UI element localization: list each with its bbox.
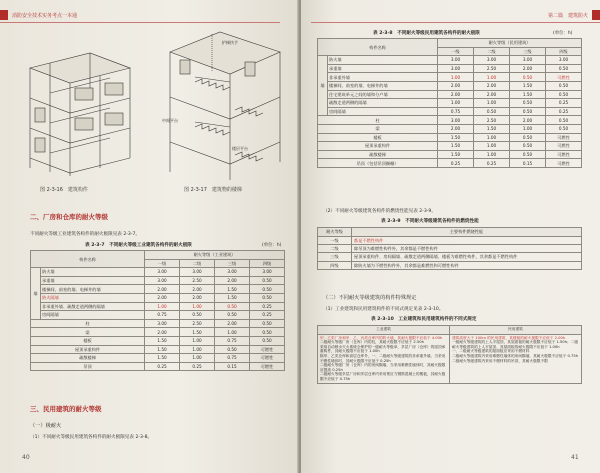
cell: 0.15 (510, 159, 546, 168)
table-row (31, 285, 285, 294)
cell: 四级 (318, 261, 352, 269)
row-label: 疏散走道两侧的隔墙 (328, 99, 438, 108)
table-header-level: 二级 (474, 47, 510, 56)
left-running-head-text: 消防安全技术实务考点一本通 (12, 13, 78, 19)
table-row (318, 253, 582, 261)
table-header-level: 四级 (546, 47, 582, 56)
cell: 1.50 (145, 336, 180, 345)
cell: 2.00 (510, 116, 546, 125)
cell: 0.15 (215, 362, 250, 371)
cell: 1.50 (215, 293, 250, 302)
cell: 0.50 (546, 81, 582, 90)
section-heading-special: （二）不同耐火等级建筑的构件特殊规定 (323, 295, 417, 301)
cell: 1.00 (180, 354, 215, 363)
cell: 三级 (318, 253, 352, 261)
cell: 0.25 (474, 159, 510, 168)
left-page (0, 0, 299, 473)
cell: 1.00 (438, 99, 474, 108)
table-header-component: 构件名称 (318, 39, 438, 56)
cell: 除防火墙为不燃性构件外，其余都是难燃性和可燃性构件 (352, 261, 582, 269)
table-header-level: 三级 (215, 259, 250, 268)
row-label: 非承重外墙 (328, 73, 438, 82)
table-a-title: 表 2-3-8 不同耐火等级民用建筑各构件的耐火极限 (373, 31, 480, 36)
cell: 0.50 (250, 276, 285, 285)
cell: 3.00 (145, 276, 180, 285)
table-group-wall: 墙 (318, 56, 328, 116)
cell: 0.50 (215, 311, 250, 320)
cell: 0.50 (510, 142, 546, 151)
cell: 1.50 (215, 285, 250, 294)
provision-item: 甲、乙类厂房和甲、乙、丙类仓库内的防火墙，其耐火极限不应低于 4.00h (320, 335, 443, 340)
row-label: 防火隔墙 (41, 293, 145, 302)
table-a-unit: (单位：h) (553, 31, 573, 36)
running-head-tab (0, 10, 8, 20)
cell: 0.50 (215, 302, 250, 311)
row-label: 梁 (31, 328, 145, 337)
cell: 2.00 (180, 293, 215, 302)
cell: 2.00 (215, 319, 250, 328)
cell: 2.50 (180, 276, 215, 285)
table-header-level: 二级 (180, 259, 215, 268)
cell: 2.50 (180, 319, 215, 328)
cell: 0.50 (180, 311, 215, 320)
cell: 3.00 (180, 268, 215, 277)
row-label: 承重墙 (41, 276, 145, 285)
cell: 1.00 (474, 99, 510, 108)
cell: 都是不燃性构件 (352, 236, 582, 244)
table-row (318, 142, 582, 151)
running-head-tab (592, 10, 600, 20)
table-row (318, 236, 582, 244)
right-running-head-text: 第二篇 建筑防火 (547, 13, 588, 19)
cell: 0.25 (546, 99, 582, 108)
industrial-column (318, 334, 450, 383)
civil-column (450, 334, 582, 383)
cell: 3.00 (474, 56, 510, 65)
table-row (318, 159, 582, 168)
cell: 2.00 (145, 328, 180, 337)
provision-item: 二级耐火等级多层厂房和多层仓库内采用预应力钢筋混凝土的楼板，其耐火极限不应低于 0.75h (320, 372, 446, 381)
cell: 1.00 (474, 73, 510, 82)
page-number-left: 40 (22, 454, 30, 461)
cell: 0.25 (250, 311, 285, 320)
cell: 0.50 (250, 336, 285, 345)
table-header-level: 一级 (438, 47, 474, 56)
cell: 除吊顶为难燃性构件外，其余都是不燃性构件 (352, 245, 582, 253)
table-row (318, 81, 582, 90)
table-header-component: 构件名称 (31, 251, 145, 268)
row-label: 住宅建筑单元之间的墙和分户墙 (328, 90, 438, 99)
row-label: 防火墙 (328, 56, 438, 65)
row-label: 楼梯间、前室的墙、电梯井的墙 (328, 81, 438, 90)
provision-item: 建筑高度大于 100m 的民用建筑，其楼板的耐火极限不应低于 2.00h (452, 335, 566, 340)
right-fire-resistance-table (317, 38, 582, 168)
table-row (318, 99, 582, 108)
callout-floor-landing: 楼层平台 (232, 146, 248, 151)
cell: 0.75 (215, 354, 250, 363)
cell: 3.00 (546, 56, 582, 65)
table-row (31, 302, 285, 311)
cell: 3.00 (438, 116, 474, 125)
cell: 0.50 (510, 73, 546, 82)
stairs-figure (150, 22, 290, 182)
provision-item: 二级耐火等级厂房（仓库）内的房间隔墙，当采用难燃性墙体时，其耐火极限应提高 0.25h (320, 363, 446, 372)
left-fire-resistance-table (30, 250, 285, 371)
cell: 可燃性 (250, 354, 285, 363)
table-header-level: 耐火等级 (318, 228, 352, 237)
combustion-table (317, 227, 582, 270)
table-row (31, 276, 285, 285)
table-header-level: 一级 (145, 259, 180, 268)
figure-caption-stairs: 图 2-3-17 建筑物的楼梯 (184, 187, 242, 193)
table-row (31, 354, 285, 363)
cell: 3.00 (510, 56, 546, 65)
cell: 2.00 (438, 124, 474, 133)
cell: 1.50 (145, 345, 180, 354)
cell: 0.25 (250, 302, 285, 311)
row-label: 梁 (318, 124, 438, 133)
row-label: 吊顶 (31, 362, 145, 371)
table-header-level: 三级 (510, 47, 546, 56)
cell: 0.25 (145, 362, 180, 371)
cell: 1.00 (510, 124, 546, 133)
table-header-desc: 主要构件燃烧性能 (352, 228, 582, 237)
table-header-group: 耐火等级（民用建筑） (438, 39, 582, 48)
page-number-right: 41 (571, 454, 579, 461)
table-header-group: 耐火等级（工业建筑） (145, 251, 285, 260)
cell: 可燃性 (250, 362, 285, 371)
cell: 2.50 (474, 116, 510, 125)
intro-paragraph-2: （1）不同耐火等级民用建筑各构件的耐火极限见表 2-3-8。 (30, 435, 153, 440)
table-unit: (单位：h) (262, 243, 282, 248)
cell: 2.00 (438, 90, 474, 99)
cell: 1.00 (180, 336, 215, 345)
cell: 0.50 (510, 99, 546, 108)
cell: 0.50 (546, 124, 582, 133)
cell: 0.50 (510, 133, 546, 142)
cell: 1.00 (180, 345, 215, 354)
building-frame-figure (20, 28, 140, 178)
cell: 一级 (318, 236, 352, 244)
cell: 0.75 (145, 311, 180, 320)
row-label: 房间隔墙 (328, 107, 438, 116)
table-header-civil: 民用建筑 (450, 326, 582, 335)
cell: 2.00 (474, 81, 510, 90)
table-row (318, 107, 582, 116)
cell: 3.00 (145, 268, 180, 277)
table-row (318, 133, 582, 142)
cell: 1.50 (510, 81, 546, 90)
table-row (318, 124, 582, 133)
provision-item: 二级耐火等级建筑内采用不燃材料的吊顶，其耐火极限不限 (452, 358, 548, 363)
right-page (301, 0, 600, 473)
cell: 2.00 (510, 64, 546, 73)
cell: 可燃性 (546, 73, 582, 82)
row-label: 防火墙 (41, 268, 145, 277)
cell: 1.50 (438, 150, 474, 159)
row-label: 柱 (318, 116, 438, 125)
intro-paragraph: 不同耐火等级工业建筑各构件的耐火极限见表 2-3-7。 (30, 232, 141, 237)
special-provisions-table (317, 325, 582, 384)
row-label: 疏散楼梯 (318, 150, 438, 159)
cell: 0.50 (546, 64, 582, 73)
row-label: 柱 (31, 319, 145, 328)
cell: 可燃性 (546, 159, 582, 168)
cell: 可燃性 (250, 345, 285, 354)
table-title: 表 2-3-7 不同耐火等级工业建筑各构件的耐火极限 (85, 243, 192, 248)
cell: 2.00 (180, 285, 215, 294)
cell: 3.00 (145, 319, 180, 328)
cell: 1.00 (180, 302, 215, 311)
table-group-wall: 墙 (31, 268, 41, 320)
table-row (318, 56, 582, 65)
cell: 可燃性 (546, 133, 582, 142)
section-heading-factory: 二、厂房和仓库的耐火等级 (30, 213, 108, 221)
table-row (318, 64, 582, 73)
cell: 3.00 (250, 268, 285, 277)
provision-item: 二级耐火等级厂房（仓库）内的柱，其耐火极限不应低于 2.50h (320, 340, 424, 345)
table-row (31, 362, 285, 371)
row-label: 屋顶承重构件 (318, 142, 438, 151)
cell: 1.00 (474, 133, 510, 142)
cell: 1.50 (438, 142, 474, 151)
cell: 0.50 (250, 293, 285, 302)
table-row (31, 268, 285, 277)
cell: 0.25 (438, 159, 474, 168)
provision-item: 二级耐火等级建筑内采用难燃性墙体的房间隔墙，其耐火极限不应低于 0.75h (452, 353, 579, 358)
cell: 2.00 (215, 276, 250, 285)
row-label: 疏散楼梯 (31, 354, 145, 363)
provision-item: 采用自动喷水灭火系统全保护的一级耐火等级单、多层厂房（仓库）的屋顶承重构件，其耐火极限不应低于 1.00h (320, 344, 446, 354)
table-row (31, 293, 285, 302)
table-row (31, 345, 285, 354)
table-row (318, 245, 582, 253)
provision-item: 一级耐火等级建筑的上人平屋顶，其屋面板的耐火极限不应低于 1.50h；二级耐火等级建筑的上人平屋顶，其屋面板的耐火极限不应低于 1.00h (452, 340, 579, 349)
cell: 0.50 (250, 328, 285, 337)
cell: 0.50 (510, 150, 546, 159)
table-header-industrial: 工业建筑 (318, 326, 450, 335)
row-label: 承重墙 (328, 64, 438, 73)
cell: 屋顶承重构件、房间隔墙、疏散走道两侧隔墙、楼板为难燃性构件，其余都是不燃性构件 (352, 253, 582, 261)
cell: 1.00 (145, 302, 180, 311)
callout-handrail: 护梯扶手 (222, 40, 238, 45)
table-row (31, 311, 285, 320)
section-heading-civil: 三、民用建筑的耐火等级 (30, 405, 102, 413)
row-label: 非承重外墙、疏散走道两侧的隔墙 (41, 302, 145, 311)
cell: 2.00 (438, 81, 474, 90)
cell: 可燃性 (546, 142, 582, 151)
provision-item: 除甲、乙类仓库和高层仓库外，一、二级耐火等级建筑的非承重外墙，当采用不燃性墙体时，其耐火极限不应低于 0.25h (320, 353, 446, 363)
table-row (318, 90, 582, 99)
cell: 0.25 (180, 362, 215, 371)
cell: 0.50 (250, 285, 285, 294)
table-row (318, 73, 582, 82)
cell: 0.25 (546, 107, 582, 116)
table-row (31, 319, 285, 328)
row-label: 屋顶承重构件 (31, 345, 145, 354)
table-row (318, 261, 582, 269)
cell: 0.50 (510, 107, 546, 116)
provision-item: 一、二级耐火等级建筑的屋面板应采用不燃材料 (452, 349, 530, 354)
cell: 0.75 (438, 107, 474, 116)
cell: 2.00 (145, 293, 180, 302)
cell: 1.00 (215, 328, 250, 337)
callout-mid-landing: 中间平台 (162, 118, 178, 123)
paragraph-3: （1）工业建筑和民用建筑构件的不同式规定见表 2-3-10。 (323, 307, 444, 312)
cell: 1.00 (438, 73, 474, 82)
cell: 1.00 (474, 142, 510, 151)
figure-caption-frame: 图 2-3-16 建筑构件 (40, 187, 88, 193)
table-row (318, 150, 582, 159)
cell: 1.50 (438, 133, 474, 142)
paragraph-2: （2）不同耐火等级建筑各构件的燃烧性能见表 2-3-9。 (323, 209, 436, 214)
cell: 2.00 (145, 285, 180, 294)
cell: 3.00 (215, 268, 250, 277)
right-head-rule (311, 22, 600, 23)
cell: 2.00 (474, 90, 510, 99)
cell: 0.50 (546, 116, 582, 125)
cell: 0.50 (250, 319, 285, 328)
cell: 3.00 (438, 64, 474, 73)
sub-heading: （一）极耐火 (30, 423, 62, 429)
table-header-level: 四级 (250, 259, 285, 268)
row-label: 楼板 (31, 336, 145, 345)
cell: 3.00 (438, 56, 474, 65)
row-label: 吊顶（包括吊顶搁栅） (318, 159, 438, 168)
table-row (31, 328, 285, 337)
table-c-title: 表 2-3-10 工业建筑和民用建筑构件的不同式规定 (371, 317, 477, 322)
cell: 可燃性 (546, 150, 582, 159)
cell: 0.75 (215, 336, 250, 345)
cell: 0.50 (546, 90, 582, 99)
cell: 0.50 (474, 107, 510, 116)
cell: 1.50 (180, 328, 215, 337)
cell: 1.50 (474, 124, 510, 133)
cell: 1.00 (474, 150, 510, 159)
table-row (31, 336, 285, 345)
cell: 2.50 (474, 64, 510, 73)
cell: 二级 (318, 245, 352, 253)
row-label: 楼梯间、前室的墙、电梯井的墙 (41, 285, 145, 294)
row-label: 房间隔墙 (41, 311, 145, 320)
cell: 0.50 (215, 345, 250, 354)
cell: 1.50 (145, 354, 180, 363)
row-label: 楼板 (318, 133, 438, 142)
cell: 1.50 (510, 90, 546, 99)
table-row (318, 116, 582, 125)
table-b-title: 表 2-3-9 不同耐火等级建筑各构件的燃烧性能 (381, 219, 479, 224)
